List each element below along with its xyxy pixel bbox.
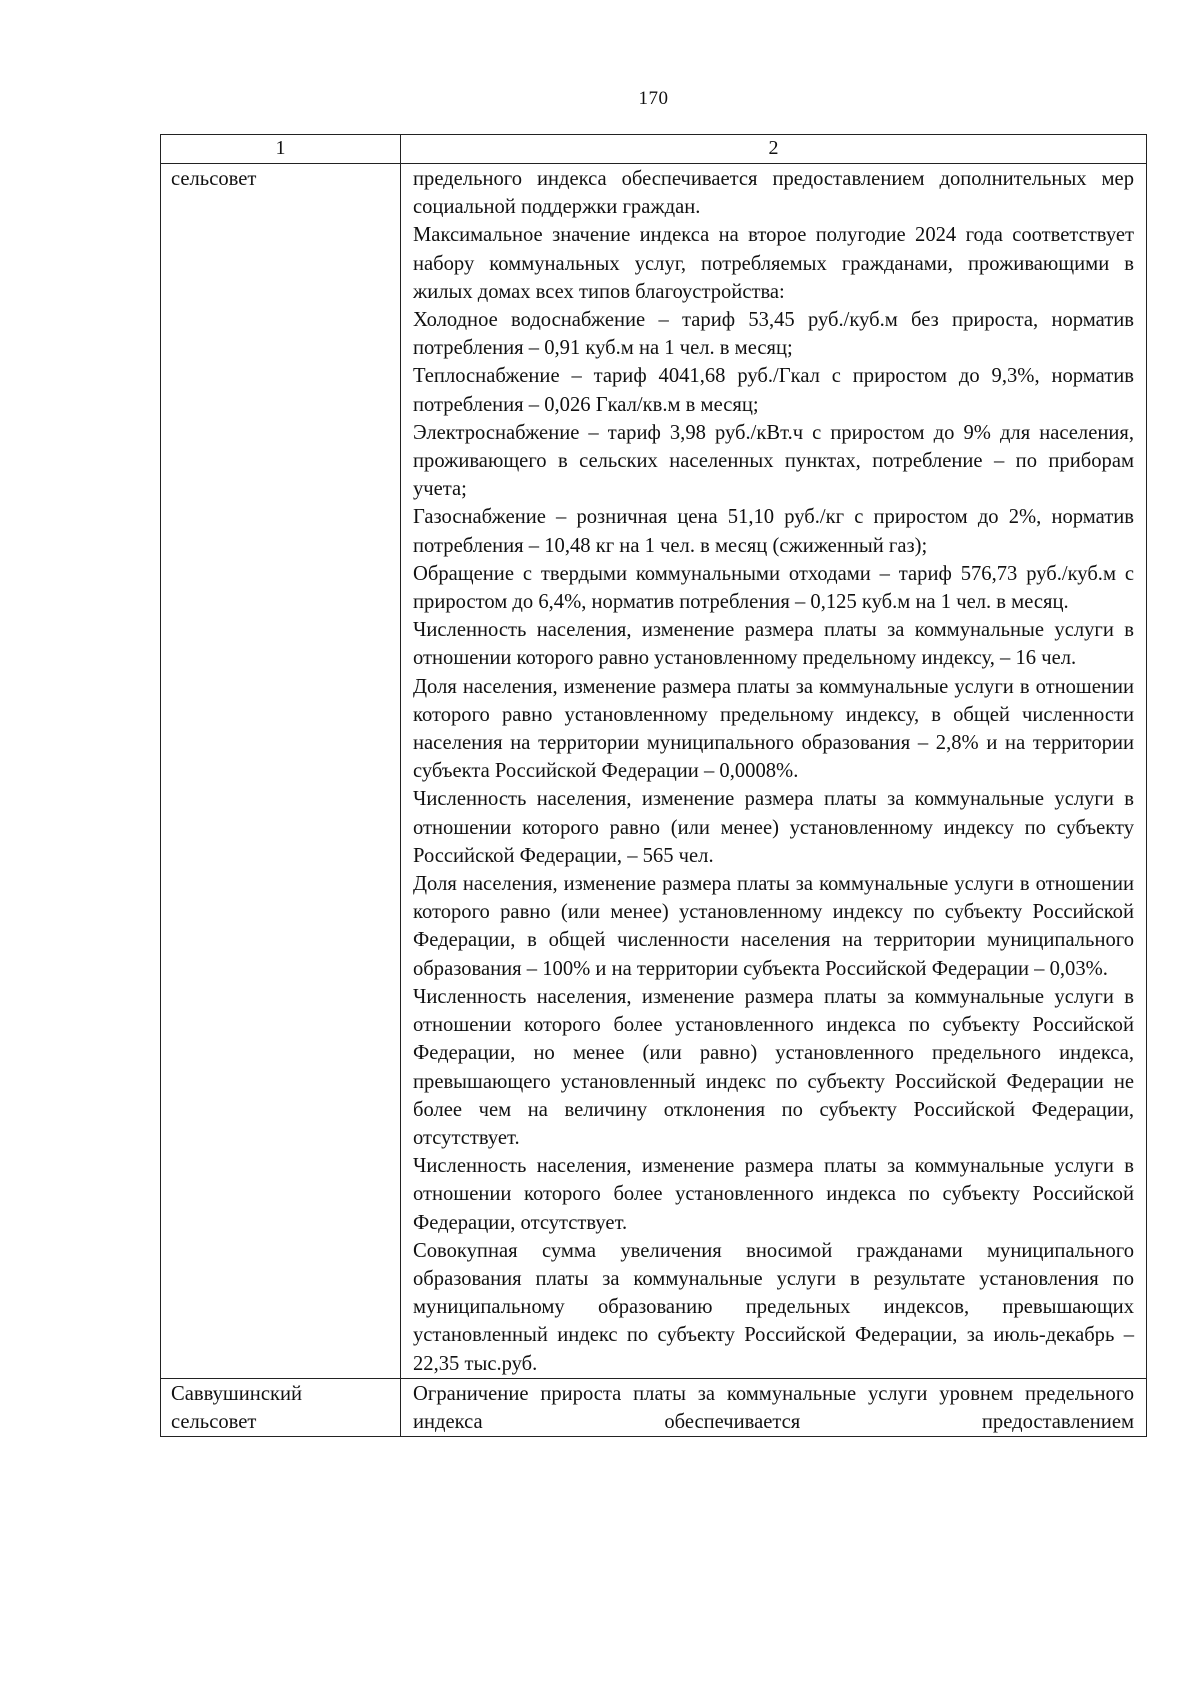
column-header-1: 1 bbox=[161, 135, 401, 164]
table-row bbox=[161, 164, 1147, 1379]
municipality-name-cell bbox=[161, 1378, 401, 1436]
municipality-name-line: сельсовет bbox=[171, 1410, 257, 1433]
paragraph: Холодное водоснабжение – тариф 53,45 руб./куб.м без прироста, норматив потребления – 0,91 куб.м на 1 чел. в месяц; bbox=[413, 309, 1134, 360]
paragraph: Доля населения, изменение размера платы за коммунальные услуги в отношении которого равно (или менее) установленному индексу по субъекту Российской Федерации, в общей численности населения на территории муниципального образования – 100% и на территории субъекта Российской Федерации – 0,03%. bbox=[413, 873, 1134, 980]
description-cell bbox=[401, 1378, 1147, 1436]
paragraph: Совокупная сумма увеличения вносимой гражданами муниципального образования платы за коммунальные услуги в результате установления по муниципальному образованию предельных индексов, превышающих установленный индекс по субъекту Российской Федерации, за июль-декабрь – 22,35 тыс.руб. bbox=[413, 1239, 1134, 1375]
table-row bbox=[161, 1378, 1147, 1436]
paragraph: Максимальное значение индекса на второе полугодие 2024 года соответствует набору коммунальных услуг, потребляемых гражданами, проживающими в жилых домах всех типов благоустройства: bbox=[413, 224, 1134, 303]
paragraph: Ограничение прироста платы за коммунальные услуги уровнем предельного индекса обеспечивается предоставлением bbox=[413, 1382, 1134, 1433]
paragraph: Численность населения, изменение размера платы за коммунальные услуги в отношении которого более установленного индекса по субъекту Российской Федерации, но менее (или равно) установленного предельного индекса, превышающего установленный индекс по субъекту Российской Федерации не более чем на величину отклонения по субъекту Российской Федерации, отсутствует. bbox=[413, 985, 1134, 1149]
paragraph: Обращение с твердыми коммунальными отходами – тариф 576,73 руб./куб.м с приростом до 6,4%, норматив потребления – 0,125 куб.м на 1 чел. в месяц. bbox=[413, 562, 1134, 614]
page-number: 170 bbox=[638, 88, 669, 109]
municipality-name: сельсовет bbox=[171, 168, 257, 190]
column-header-2: 2 bbox=[401, 135, 1147, 164]
paragraph: Численность населения, изменение размера платы за коммунальные услуги в отношении которого более установленного индекса по субъекту Российской Федерации, отсутствует. bbox=[413, 1155, 1134, 1234]
paragraph: предельного индекса обеспечивается предоставлением дополнительных мер социальной поддержки граждан. bbox=[413, 168, 1134, 219]
paragraph: Газоснабжение – розничная цена 51,10 руб./кг с приростом до 2%, норматив потребления – 10,48 кг на 1 чел. в месяц (сжиженный газ); bbox=[413, 506, 1134, 557]
paragraph: Численность населения, изменение размера платы за коммунальные услуги в отношении которого равно установленному предельному индексу, – 16 чел. bbox=[413, 619, 1134, 670]
municipality-name-line: Саввушинский bbox=[171, 1382, 303, 1405]
municipal-index-table bbox=[160, 134, 1147, 1437]
paragraph: Электроснабжение – тариф 3,98 руб./кВт.ч с приростом до 9% для населения, проживающего в сельских населенных пунктах, потребление – по приборам учета; bbox=[413, 421, 1134, 501]
paragraph: Теплоснабжение – тариф 4041,68 руб./Гкал с приростом до 9,3%, норматив потребления – 0,026 Гкал/кв.м в месяц; bbox=[413, 365, 1134, 416]
municipality-name-cell bbox=[161, 164, 401, 1379]
description-cell bbox=[401, 164, 1147, 1379]
paragraph: Доля населения, изменение размера платы за коммунальные услуги в отношении которого равно установленному предельному индексу, в общей численности населения на территории муниципального образования – 2,8% и на территории субъекта Российской Федерации – 0,0008%. bbox=[413, 675, 1134, 783]
paragraph: Численность населения, изменение размера платы за коммунальные услуги в отношении которого равно (или менее) установленному индексу по субъекту Российской Федерации, – 565 чел. bbox=[413, 788, 1134, 867]
table-header-row bbox=[161, 135, 1147, 164]
